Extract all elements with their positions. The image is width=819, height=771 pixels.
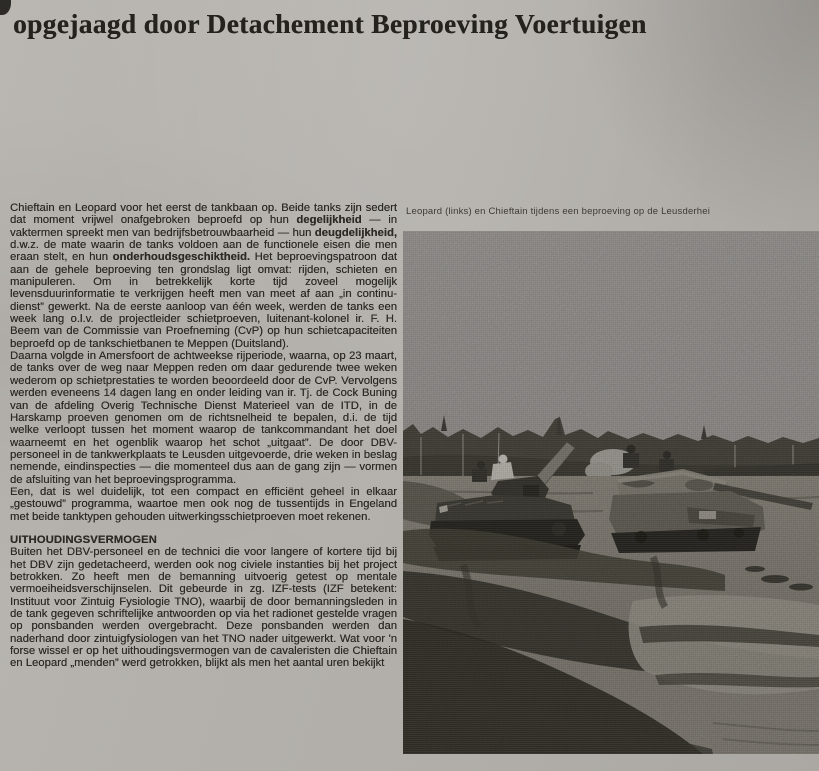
- article-column: [10, 202, 397, 670]
- article-headline: opgejaagd door Detachement Beproeving Voertuigen: [13, 8, 647, 39]
- photo-caption: Leopard (links) en Chieftain tijdens een beproeving op de Leusderhei: [406, 206, 711, 217]
- article-uithouding-paragraphs: [10, 546, 397, 669]
- section-heading: UITHOUDINGSVERMOGEN: [10, 533, 157, 546]
- article-paragraph: Chieftain en Leopard voor het eerst de tankbaan op. Beide tanks zijn sedert dat moment vrijwel onafgebroken beproefd op hun degelijkheid — in vaktermen spreekt men van bedrijfsbetrouwbaarheid — hun deugdelijkheid, d.w.z. de mate waarin de tanks voldoen aan de functionele eisen die men eraan stelt, en hun onderhoudsgeschiktheid. Het beproevingspatroon dat aan de gehele beproeving ten grondslag ligt omvat: rijden, schieten en manipuleren. Om in betrekkelijk korte tijd zoveel mogelijk levensduurinformatie te verkrijgen heeft men van meet af aan „in continu-dienst” gewerkt. Na de eerste aanloop van één week, werden de tanks een week lang o.l.v. de projectleider schietproeven, luitenant-kolonel ir. F. H. Beem van de Commissie van Proefneming (CvP) op hun schietcapaciteiten beproefd op de tankschietbanen te Meppen (Duitsland).: [10, 202, 397, 350]
- scan-corner-mark: [0, 0, 11, 15]
- article-paragraph: Buiten het DBV-personeel en de technici die voor langere of kortere tijd bij het DBV zijn gedetacheerd, werden ook nog civiele instanties bij het project betrokken. Zo heeft men de bemanning uitvoerig getest op mentale vermoeiheidsverschijnselen. Dit gebeurde in zg. IZF-tests (IZF betekent: Instituut voor Zintuig Fysiologie TNO), waarbij de door bemanningsleden in de tank gegeven schriftelijke antwoorden op via het radionet gestelde vragen op ponsbanden werden overgebracht. Deze ponsbanden werden dan naderhand door zintuigfysiologen van het TNO nader uitgewerkt. Wat voor 'n forse wissel er op het uithoudingsvermogen van de cavaleristen die Chieftain en Leopard „menden” werd getrokken, blijkt als men het aantal uren bekijkt: [10, 546, 397, 670]
- tank-photo: [403, 231, 819, 754]
- tank-photo-illustration: [403, 231, 819, 754]
- article-intro-paragraphs: [10, 202, 397, 523]
- article-paragraph: Een, dat is wel duidelijk, tot een compact en efficiënt geheel in elkaar „gestouwd” programma, waartoe men ook nog de tussentijds in Engeland met beide tanktypen gehouden uitwerkingsschietproeven moet rekenen.: [10, 485, 397, 523]
- article-paragraph: Daarna volgde in Amersfoort de achtweekse rijperiode, waarna, op 23 maart, de tanks over de weg naar Meppen reden om daar gedurende twee weken wederom op schietprestaties te worden beoordeeld door de CvP. Vervolgens werden eveneens 14 dagen lang en onder leiding van ir. Tj. de Cock Buning van de afdeling Overig Technische Dienst Materieel van de ITD, in de Harskamp proeven genomen om de richtsnelheid te bepalen, d.i. de tijd welke verloopt tussen het moment waarop de tankcommandant het doel waarneemt en het ogenblik waarop het schot „uitgaat”. De door DBV-personeel in de tankwerkplaats te Leusden uitgevoerde, drie weken in beslag nemende, eindinspecties — die momenteel dus aan de gang zijn — vormen de afsluiting van het beproevingsprogramma.: [10, 350, 397, 486]
- photo-grain-overlay: [403, 231, 819, 754]
